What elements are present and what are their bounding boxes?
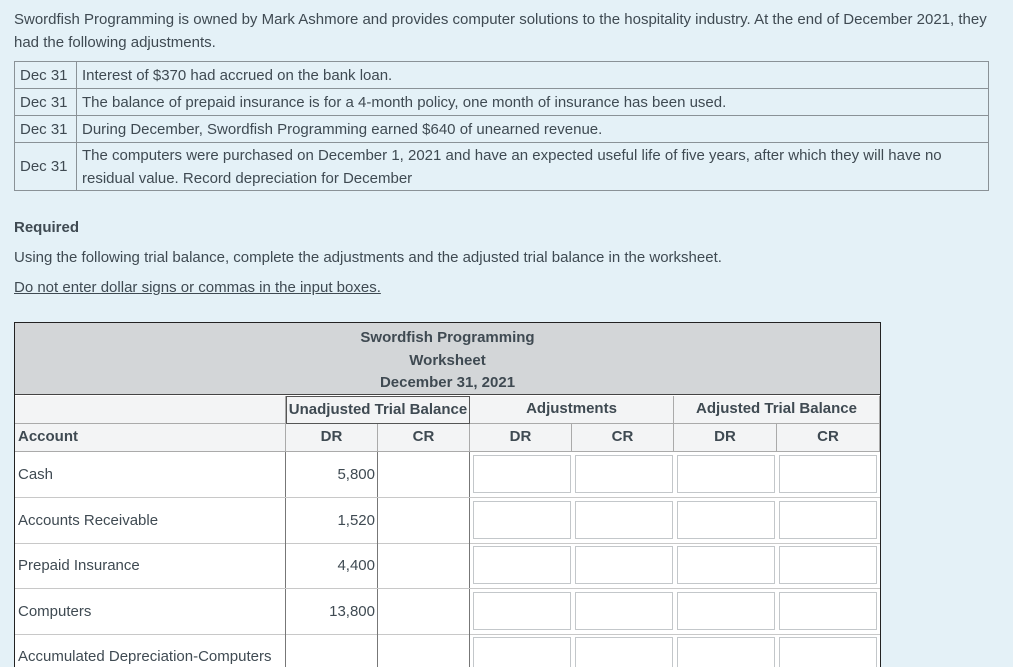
adjustment-dr-input[interactable] xyxy=(473,546,571,584)
unadjusted-dr: 1,520 xyxy=(286,498,378,543)
adjustments-cr-header: CR xyxy=(572,424,674,452)
adjustment-text: The computers were purchased on December 1, 2021 and have an expected useful life of five years, after which they will have no residual value. Record depreciation for December xyxy=(77,143,989,191)
adjusted-dr-input[interactable] xyxy=(677,637,775,667)
worksheet-row xyxy=(15,543,880,589)
worksheet-company: Swordfish Programming xyxy=(360,329,535,346)
group-header-adjustments: Adjustments xyxy=(470,396,674,424)
adjusted-dr-input[interactable] xyxy=(677,546,775,584)
adjustment-dr-input[interactable] xyxy=(473,455,571,493)
unadjusted-cr xyxy=(378,589,470,634)
account-name: Computers xyxy=(15,589,286,634)
adjustment-date: Dec 31 xyxy=(15,62,77,89)
worksheet-row xyxy=(15,498,880,544)
account-name: Cash xyxy=(15,452,286,497)
unadjusted-dr: 5,800 xyxy=(286,452,378,497)
adjusted-dr-input[interactable] xyxy=(677,501,775,539)
worksheet-row xyxy=(15,634,880,667)
adjustment-cr-input[interactable] xyxy=(575,455,673,493)
intro-text: Swordfish Programming is owned by Mark Ashmore and provides computer solutions to the hospitality industry. At the end of December 2021, they had the following adjustments. xyxy=(14,11,987,51)
input-note: Do not enter dollar signs or commas in the input boxes. xyxy=(14,279,381,296)
unadjusted-cr xyxy=(378,452,470,497)
adjustments-table xyxy=(14,61,989,191)
adjustment-row xyxy=(15,116,989,143)
adjusted-cr-header: CR xyxy=(777,424,880,452)
required-instruction: Using the following trial balance, complete the adjustments and the adjusted trial balance in the worksheet. xyxy=(14,249,722,266)
adjustment-date: Dec 31 xyxy=(15,143,77,191)
adjustment-date: Dec 31 xyxy=(15,116,77,143)
unadjusted-dr: 4,400 xyxy=(286,543,378,588)
adjustment-cr-input[interactable] xyxy=(575,546,673,584)
adjustment-dr-input[interactable] xyxy=(473,592,571,630)
unadjusted-cr xyxy=(378,498,470,543)
adjusted-dr-input[interactable] xyxy=(677,455,775,493)
adjusted-cr-input[interactable] xyxy=(779,455,877,493)
worksheet-date: December 31, 2021 xyxy=(379,374,516,391)
adjusted-cr-input[interactable] xyxy=(779,592,877,630)
adjustments-dr-header: DR xyxy=(470,424,572,452)
adjustment-text: Interest of $370 had accrued on the bank loan. xyxy=(77,62,989,89)
adjustment-row xyxy=(15,89,989,116)
adjusted-cr-input[interactable] xyxy=(779,501,877,539)
account-name: Accumulated Depreciation-Computers xyxy=(15,634,286,667)
worksheet-row xyxy=(15,589,880,635)
adjustment-cr-input[interactable] xyxy=(575,637,673,667)
account-name: Prepaid Insurance xyxy=(15,543,286,588)
required-heading: Required xyxy=(14,219,80,236)
group-header-adjusted: Adjusted Trial Balance xyxy=(674,396,880,424)
adjustment-dr-input[interactable] xyxy=(473,501,571,539)
adjustment-cr-input[interactable] xyxy=(575,592,673,630)
adjusted-dr-input[interactable] xyxy=(677,592,775,630)
adjustment-text: The balance of prepaid insurance is for a 4-month policy, one month of insurance has been used. xyxy=(77,89,989,116)
worksheet xyxy=(14,322,881,667)
adjusted-cr-input[interactable] xyxy=(779,546,877,584)
account-name: Accounts Receivable xyxy=(15,498,286,543)
account-column-header: Account xyxy=(15,424,286,452)
unadjusted-cr-header: CR xyxy=(378,424,470,452)
adjustment-row xyxy=(15,143,989,191)
adjustment-dr-input[interactable] xyxy=(473,637,571,667)
group-header-blank xyxy=(15,396,286,424)
unadjusted-cr xyxy=(378,543,470,588)
worksheet-title: Worksheet xyxy=(409,351,486,369)
unadjusted-dr: 13,800 xyxy=(286,589,378,634)
adjustment-cr-input[interactable] xyxy=(575,501,673,539)
worksheet-row xyxy=(15,452,880,498)
unadjusted-dr xyxy=(286,634,378,667)
adjusted-dr-header: DR xyxy=(674,424,777,452)
unadjusted-cr xyxy=(378,634,470,667)
adjustment-text: During December, Swordfish Programming earned $640 of unearned revenue. xyxy=(77,116,989,143)
adjustment-row xyxy=(15,62,989,89)
adjusted-cr-input[interactable] xyxy=(779,637,877,667)
worksheet-header xyxy=(15,323,880,395)
adjustment-date: Dec 31 xyxy=(15,89,77,116)
group-header-unadjusted: Unadjusted Trial Balance xyxy=(286,396,470,424)
unadjusted-dr-header: DR xyxy=(286,424,378,452)
